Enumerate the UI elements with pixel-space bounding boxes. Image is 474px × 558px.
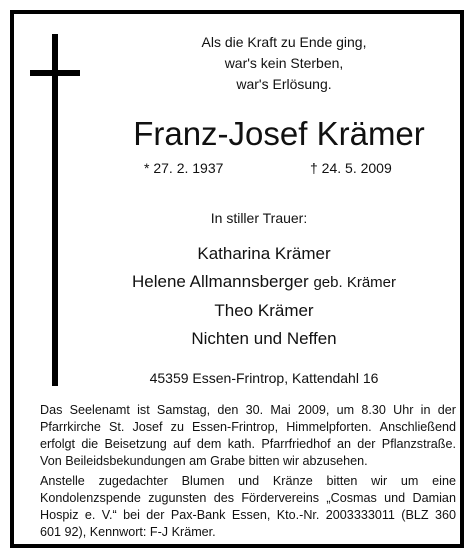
word: V.“ <box>101 508 117 522</box>
service-line-3 <box>40 436 456 453</box>
word: bitten <box>326 474 358 488</box>
word: Josef <box>132 420 163 434</box>
word: Fördervereins <box>241 491 320 505</box>
mourner-1: Katharina Krämer <box>197 244 331 263</box>
word: an <box>336 437 351 451</box>
word: Das <box>40 403 63 417</box>
word: wir <box>371 474 388 488</box>
word: dem <box>196 437 222 451</box>
word: Damian <box>412 491 456 505</box>
service-line-1 <box>40 402 456 419</box>
word: kath. <box>227 437 256 451</box>
word: bei <box>123 508 140 522</box>
word: Pax-Bank <box>170 508 226 522</box>
donation-line-4: 601 92), Kennwort: F-J Krämer. <box>40 525 216 539</box>
word: (BLZ <box>401 508 429 522</box>
motto-line-2: war's kein Sterben, <box>224 55 344 71</box>
mourner-2-name: Helene Allmannsberger <box>132 272 309 291</box>
word: 8.30 <box>361 403 386 417</box>
donation-line-1 <box>40 473 456 490</box>
word: Kondolenzspende <box>40 491 141 505</box>
word: der <box>437 403 456 417</box>
word: Himmelpforten. <box>286 420 372 434</box>
word: auf <box>173 437 191 451</box>
cross-icon <box>52 34 58 386</box>
service-paragraph <box>40 402 456 470</box>
word: St. <box>108 420 125 434</box>
word: zu <box>170 420 184 434</box>
word: zugunsten <box>148 491 207 505</box>
donation-line-3 <box>40 507 456 524</box>
word: ist <box>137 403 150 417</box>
word: Beisetzung <box>104 437 167 451</box>
word: Essen, <box>231 508 271 522</box>
word: des <box>213 491 234 505</box>
word: Pfarrfriedhof <box>261 437 331 451</box>
motto-verse <box>164 32 404 95</box>
word: e. <box>84 508 96 522</box>
motto-line-3: war's Erlösung. <box>236 76 332 92</box>
word: erfolgt <box>40 437 76 451</box>
cross-bar <box>30 70 80 76</box>
service-line-4: Von Beileidsbekundungen am Grabe bitten wir abzusehen. <box>40 454 368 468</box>
word: Kränze <box>272 474 313 488</box>
deceased-name: Franz-Josef Krämer <box>133 115 425 152</box>
donation-paragraph <box>40 473 456 541</box>
mourning-intro: In stiller Trauer: <box>210 210 308 226</box>
word: den <box>217 403 239 417</box>
word: eine <box>432 474 456 488</box>
word: Seelenamt <box>69 403 130 417</box>
word: in <box>420 403 431 417</box>
word: der <box>357 437 376 451</box>
address: 45359 Essen-Frintrop, Kattendahl 16 <box>149 370 379 386</box>
word: und <box>384 491 406 505</box>
word: um <box>336 403 355 417</box>
word: Hospiz <box>40 508 79 522</box>
obituary-notice <box>10 10 464 548</box>
mourners-list <box>94 240 434 353</box>
word: zugedachter <box>98 474 168 488</box>
word: Essen-Frintrop, <box>192 420 279 434</box>
service-line-2 <box>40 419 456 436</box>
word: 2009, <box>297 403 330 417</box>
mourner-3: Theo Krämer <box>214 301 314 320</box>
word: die <box>81 437 99 451</box>
word: und <box>238 474 260 488</box>
mourner-2 <box>94 268 434 297</box>
word: Pfarrkirche <box>40 420 101 434</box>
mourner-2-nee: geb. Krämer <box>313 274 396 291</box>
word: Anschließend <box>379 420 456 434</box>
word: 30. <box>245 403 264 417</box>
word: Anstelle <box>40 474 85 488</box>
birth-date: * 27. 2. 1937 <box>144 160 224 176</box>
word: Kto.-Nr. <box>276 508 320 522</box>
word: 2003333011 <box>325 508 395 522</box>
donation-line-2 <box>40 490 456 507</box>
word: Samstag, <box>156 403 211 417</box>
mourner-4: Nichten und Neffen <box>191 329 337 348</box>
word: Uhr <box>393 403 414 417</box>
word: Blumen <box>181 474 225 488</box>
word: der <box>146 508 165 522</box>
word: um <box>400 474 419 488</box>
word: 360 <box>434 508 456 522</box>
death-date: † 24. 5. 2009 <box>310 160 392 176</box>
motto-line-1: Als die Kraft zu Ende ging, <box>201 34 367 50</box>
word: Mai <box>270 403 291 417</box>
word: „Cosmas <box>326 491 377 505</box>
word: Pflanzstraße. <box>381 437 456 451</box>
